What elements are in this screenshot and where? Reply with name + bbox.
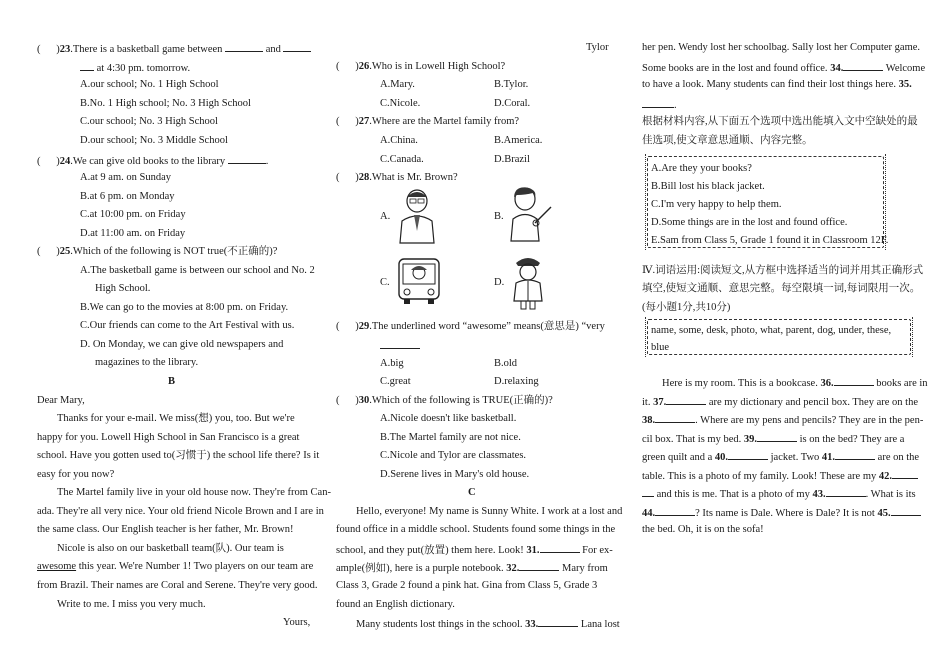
option[interactable]: D.our school; No. 3 Middle School xyxy=(80,135,228,146)
passage-line: school, and they put(放置) them here. Look! 31. For ex- xyxy=(336,542,613,557)
option[interactable]: D.Serene lives in Mary's old house. xyxy=(380,469,530,480)
passage-line: Some books are in the lost and found office. 34. Welcome xyxy=(642,60,925,75)
answer-blank[interactable] xyxy=(283,41,311,52)
option[interactable]: C.Canada. xyxy=(380,154,424,165)
option[interactable]: C.our school; No. 3 High School xyxy=(80,116,218,127)
option[interactable]: B.old xyxy=(494,358,518,369)
letter-line: Write to me. I miss you very much. xyxy=(57,599,206,610)
letter-line: happy for you. Lowell High School in San Francisco is a great xyxy=(37,432,300,443)
answer-blank-42[interactable] xyxy=(892,468,918,479)
answer-blank-38[interactable] xyxy=(655,412,695,423)
answer-blank-37[interactable] xyxy=(666,394,706,405)
text-line: the bed. Oh, it is on the sofa! xyxy=(642,524,764,535)
question-23: ( )23.There is a basketball game between and xyxy=(37,41,311,56)
question-25: ( )25.Which of the following is NOT true(不正确的)? xyxy=(37,246,278,257)
option[interactable]: B.The Martel family are not nice. xyxy=(380,432,521,443)
letter-signature: Tylor xyxy=(586,42,609,53)
answer-blank-33[interactable] xyxy=(538,616,578,627)
option-cont: High School. xyxy=(95,283,151,294)
letter-line: Thanks for your e-mail. We miss(想) you, too. But we're xyxy=(57,413,295,424)
text-line: cil box. That is my bed. 39. is on the bed? They are a xyxy=(642,431,904,446)
section-c-heading: C xyxy=(468,487,476,498)
answer-blank-40[interactable] xyxy=(728,449,768,460)
text-line: and this is me. That is a photo of my 43. . What is its xyxy=(642,486,916,501)
box-option[interactable]: C.I'm very happy to help them. xyxy=(651,199,782,210)
option[interactable]: D.at 11:00 am. on Friday xyxy=(80,228,186,239)
option[interactable]: A.The basketball game is between our school and No. 2 xyxy=(80,265,315,276)
option[interactable]: D. xyxy=(494,277,505,288)
passage-line: Class 3, Grade 2 found a pink hat. Gina from Class 5, Grade 3 xyxy=(336,580,598,591)
option[interactable]: A. xyxy=(380,211,391,222)
letter-line: easy for you now? xyxy=(37,469,115,480)
businessman-picture xyxy=(392,187,442,245)
question-30: ( )30.Which of the following is TRUE(正确的)? xyxy=(336,395,553,406)
option[interactable]: C.Our friends can come to the Art Festival with us. xyxy=(80,320,295,331)
text-line: 38. . Where are my pens and pencils? They are in the pen- xyxy=(642,412,923,427)
option[interactable]: A.at 9 am. on Sunday xyxy=(80,172,171,183)
teacher-picture xyxy=(505,185,553,243)
answer-blank-44[interactable] xyxy=(655,505,695,516)
answer-blank-43[interactable] xyxy=(826,486,866,497)
option[interactable]: B.at 6 pm. on Monday xyxy=(80,191,175,202)
answer-blank-39[interactable] xyxy=(757,431,797,442)
answer-blank[interactable] xyxy=(80,60,94,71)
letter-line: Nicole is also on our basketball team(队). Our team is xyxy=(57,543,284,554)
underlined-word: awesome xyxy=(37,561,77,572)
answer-blank-32[interactable] xyxy=(519,560,559,571)
question-29: ( )29.The underlined word “awesome” means(意思是) “very xyxy=(336,321,605,332)
instruction: 佳选项,使文章意思通顺、内容完整。 xyxy=(642,135,813,146)
text-line: 44. ? Its name is Dale. Where is Dale? It is not 45. xyxy=(642,505,921,520)
option[interactable]: D. On Monday, we can give old newspapers and xyxy=(80,339,284,350)
section-4-heading: Ⅳ.词语运用:阅读短文,从方框中选择适当的词并用其正确形式 xyxy=(642,265,924,276)
text-line: Here is my room. This is a bookcase. 36. books are in xyxy=(662,375,928,390)
option[interactable]: D.Coral. xyxy=(494,98,531,109)
letter-line: The Martel family live in your old house now. They're from Can- xyxy=(57,487,331,498)
answer-blank[interactable] xyxy=(225,41,263,52)
question-28: ( )28.What is Mr. Brown? xyxy=(336,172,458,183)
option[interactable]: C.Nicole and Tylor are classmates. xyxy=(380,450,527,461)
letter-line: ada. They're all very nice. Your old friend Nicole Brown and I are in xyxy=(37,506,324,517)
option[interactable]: C.Nicole. xyxy=(380,98,421,109)
section-4-heading: 填空,使短文通顺、意思完整。每空限填一词,每词限用一次。 xyxy=(642,283,921,294)
option[interactable]: D.Brazil xyxy=(494,154,530,165)
option[interactable]: C.at 10:00 pm. on Friday xyxy=(80,209,186,220)
letter-line: awesome this year. We're Number 1! Two players on our team are xyxy=(37,561,314,572)
text-line: it. 37. are my dictionary and pencil box. They are on the xyxy=(642,394,918,409)
option[interactable]: B. xyxy=(494,211,504,222)
bus-driver-picture xyxy=(396,256,442,306)
answer-blank-41[interactable] xyxy=(835,449,875,460)
passage-line: to have a look. Many students can find their lost things here. 35. xyxy=(642,79,912,90)
instruction: 根据材料内容,从下面五个选项中选出能填入文中空缺处的最 xyxy=(642,116,918,127)
answer-blank-35[interactable] xyxy=(642,97,674,108)
section-b-heading: B xyxy=(168,376,176,387)
letter-line: school. Have you gotten used to(习惯于) the school life there? Is it xyxy=(37,450,320,461)
text-line: table. This is a photo of my family. Look! These are my 42. xyxy=(642,468,918,483)
word-bank: name, some, desk, photo, what, parent, dog, under, these, xyxy=(651,325,892,336)
answer-blank-34[interactable] xyxy=(843,60,883,71)
text-line: green quilt and a 40. jacket. Two 41. are on the xyxy=(642,449,919,464)
policeman-picture xyxy=(508,253,548,311)
passage-line: found an English dictionary. xyxy=(336,599,455,610)
option[interactable]: B.No. 1 High school; No. 3 High School xyxy=(80,98,251,109)
box-option[interactable]: D.Some things are in the lost and found office. xyxy=(651,217,848,228)
answer-blank[interactable] xyxy=(380,338,420,349)
answer-blank-31[interactable] xyxy=(540,542,580,553)
box-option[interactable]: B.Bill lost his black jacket. xyxy=(651,181,765,192)
option[interactable]: A.Nicole doesn't like basketball. xyxy=(380,413,517,424)
option[interactable]: A.China. xyxy=(380,135,418,146)
passage-line: Many students lost things in the school. 33. Lana lost xyxy=(356,616,620,631)
letter-line: from Brazil. Their names are Coral and Serene. They're very good. xyxy=(37,580,318,591)
option[interactable]: C. xyxy=(380,277,390,288)
question-26: ( )26.Who is in Lowell High School? xyxy=(336,61,506,72)
letter-closing: Yours, xyxy=(283,617,311,628)
option[interactable]: D.relaxing xyxy=(494,376,539,387)
word-bank: blue xyxy=(651,342,670,353)
box-option[interactable]: E.Sam from Class 5, Grade 1 found it in Classroom 12F. xyxy=(651,235,889,246)
letter-line: the same class. Our English teacher is her father, Mr. Brown! xyxy=(37,524,294,535)
option[interactable]: B.America. xyxy=(494,135,543,146)
passage-line: found office in a middle school. Students found some things in the xyxy=(336,524,616,535)
answer-blank-45[interactable] xyxy=(891,505,921,516)
passage-line: Hello, everyone! My name is Sunny White. I work at a lost and xyxy=(356,506,623,517)
option[interactable]: A.Mary. xyxy=(380,79,415,90)
passage-line: her pen. Wendy lost her schoolbag. Sally lost her Computer game. xyxy=(642,42,921,53)
box-option[interactable]: A.Are they your books? xyxy=(651,163,752,174)
question-24: ( )24.We can give old books to the library . xyxy=(37,153,268,168)
option[interactable]: B.Tylor. xyxy=(494,79,529,90)
passage-line: ample(例如), here is a purple notebook. 32. Mary from xyxy=(336,560,608,575)
answer-blank-36[interactable] xyxy=(834,375,874,386)
letter-line: Dear Mary, xyxy=(37,395,85,406)
question-27: ( )27.Where are the Martel family from? xyxy=(336,116,520,127)
option[interactable]: B.We can go to the movies at 8:00 pm. on Friday. xyxy=(80,302,289,313)
option[interactable]: A.our school; No. 1 High School xyxy=(80,79,219,90)
section-4-score: (每小题1分,共10分) xyxy=(642,302,731,313)
answer-blank[interactable] xyxy=(228,153,266,164)
option-cont: magazines to the library. xyxy=(95,357,199,368)
option[interactable]: A.big xyxy=(380,358,404,369)
option[interactable]: C.great xyxy=(380,376,411,387)
